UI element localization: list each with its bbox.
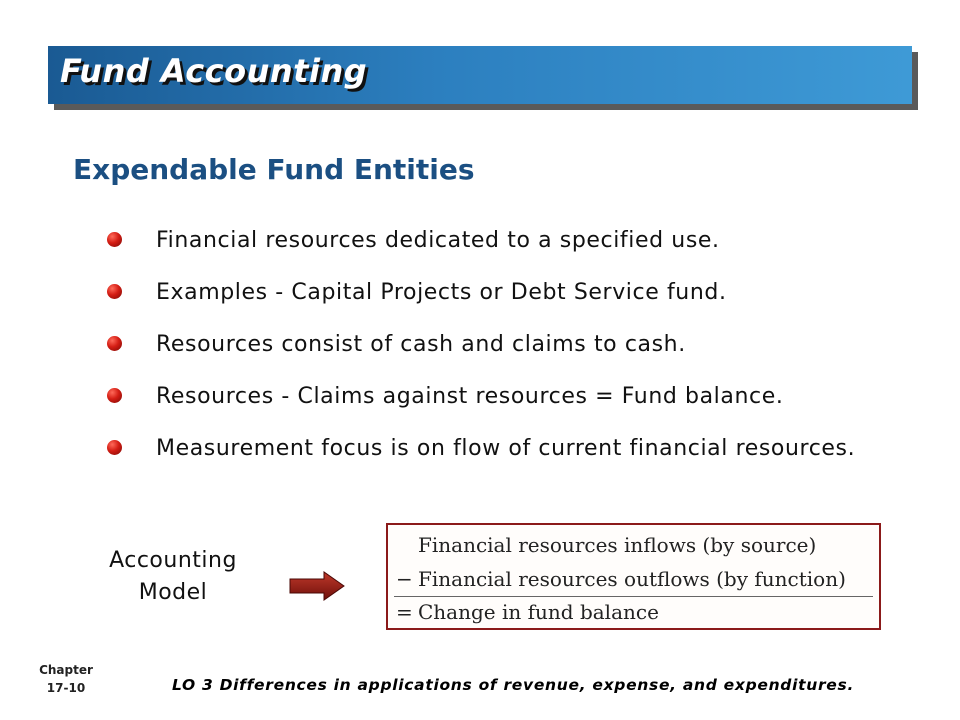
chapter-line2: 17-10 bbox=[46, 681, 86, 695]
bullet-icon bbox=[107, 232, 122, 247]
bullet-text: Financial resources dedicated to a specified use. bbox=[156, 228, 720, 253]
bullet-text: Examples - Capital Projects or Debt Service fund. bbox=[156, 280, 727, 305]
model-line-inflows bbox=[396, 533, 816, 557]
divider bbox=[394, 596, 873, 597]
bullet-icon bbox=[107, 336, 122, 351]
bullet-icon bbox=[107, 284, 122, 299]
chapter-label bbox=[24, 661, 108, 697]
right-arrow-icon bbox=[288, 571, 346, 601]
list-item bbox=[104, 378, 904, 416]
list-item bbox=[104, 326, 904, 364]
accounting-model-label-line2: Model bbox=[138, 580, 208, 605]
model-line-change bbox=[396, 600, 659, 624]
bullet-list bbox=[104, 222, 904, 482]
list-item bbox=[104, 222, 904, 260]
equals-operator: = bbox=[396, 600, 413, 624]
accounting-model-label-line1: Accounting bbox=[109, 548, 237, 573]
bullet-text: Resources consist of cash and claims to cash. bbox=[156, 332, 686, 357]
learning-objective-footer: LO 3 Differences in applications of revenue, expense, and expenditures. bbox=[172, 676, 855, 694]
section-heading: Expendable Fund Entities bbox=[73, 153, 475, 186]
slide-title: Fund Accounting bbox=[60, 52, 368, 90]
model-line-text: Financial resources inflows (by source) bbox=[418, 533, 817, 557]
list-item bbox=[104, 430, 904, 468]
model-line-text: Change in fund balance bbox=[418, 600, 659, 624]
list-item bbox=[104, 274, 904, 312]
bullet-icon bbox=[107, 440, 122, 455]
accounting-model-label bbox=[88, 545, 258, 609]
bullet-text: Resources - Claims against resources = Fund balance. bbox=[156, 384, 784, 409]
bullet-icon bbox=[107, 388, 122, 403]
minus-operator: − bbox=[396, 567, 413, 591]
accounting-model-box bbox=[386, 523, 881, 630]
title-bar bbox=[48, 46, 912, 104]
model-line-text: Financial resources outflows (by function) bbox=[418, 567, 846, 591]
bullet-text: Measurement focus is on flow of current financial resources. bbox=[156, 436, 856, 461]
model-line-outflows bbox=[396, 567, 846, 591]
chapter-line1: Chapter bbox=[39, 663, 93, 677]
